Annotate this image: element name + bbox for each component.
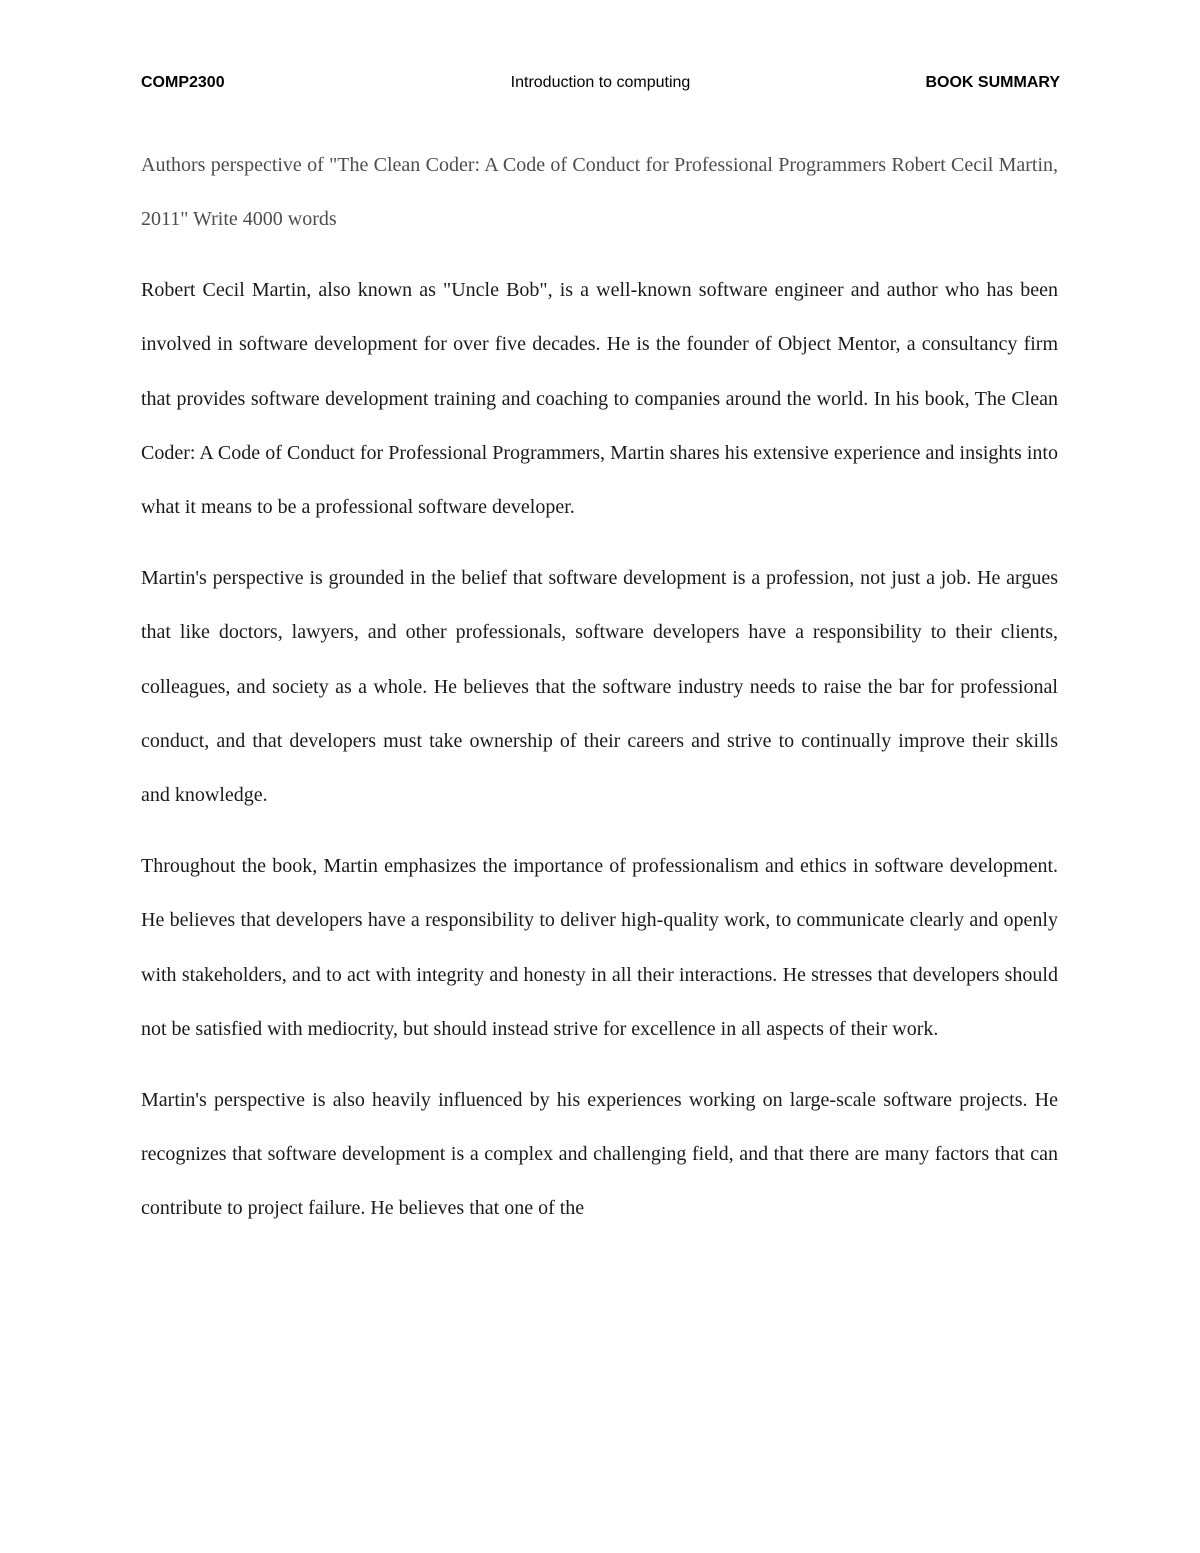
paragraph-1: Robert Cecil Martin, also known as "Uncle Bob", is a well-known software engineer and author who has been involved in software development for over five decades. He is the founder of Object Mentor, a consultancy firm that provides software development training and coaching to companies around the world. In his book, The Clean Coder: A Code of Conduct for Professional Programmers, Martin shares his extensive experience and insights into what it means to be a professional software developer. xyxy=(141,278,1058,519)
course-code: COMP2300 xyxy=(141,74,225,91)
paragraph-4: Martin's perspective is also heavily influenced by his experiences working on large-scale software projects. He recognizes that software development is a complex and challenging field, and that there are many factors that can contribute to project failure. He believes that one of the xyxy=(141,1088,1058,1220)
document-type: BOOK SUMMARY xyxy=(925,74,1060,91)
document-body xyxy=(141,138,1058,1252)
course-title: Introduction to computing xyxy=(510,74,691,91)
paragraph-3: Throughout the book, Martin emphasizes the importance of professionalism and ethics in software development. He believes that developers have a responsibility to deliver high-quality work, to communicate clearly and openly with stakeholders, and to act with integrity and honesty in all their interactions. He stresses that developers should not be satisfied with mediocrity, but should instead strive for excellence in all aspects of their work. xyxy=(141,854,1058,1041)
paragraph-2: Martin's perspective is grounded in the belief that software development is a profession, not just a job. He argues that like doctors, lawyers, and other professionals, software developers have a responsibility to their clients, colleagues, and society as a whole. He believes that the software industry needs to raise the bar for professional conduct, and that developers must take ownership of their careers and strive to continually improve their skills and knowledge. xyxy=(141,566,1058,807)
page-header xyxy=(141,74,1060,98)
document-title: Authors perspective of "The Clean Coder: A Code of Conduct for Professional Programmers Robert Cecil Martin, 2011" Write 4000 words xyxy=(141,154,1058,231)
